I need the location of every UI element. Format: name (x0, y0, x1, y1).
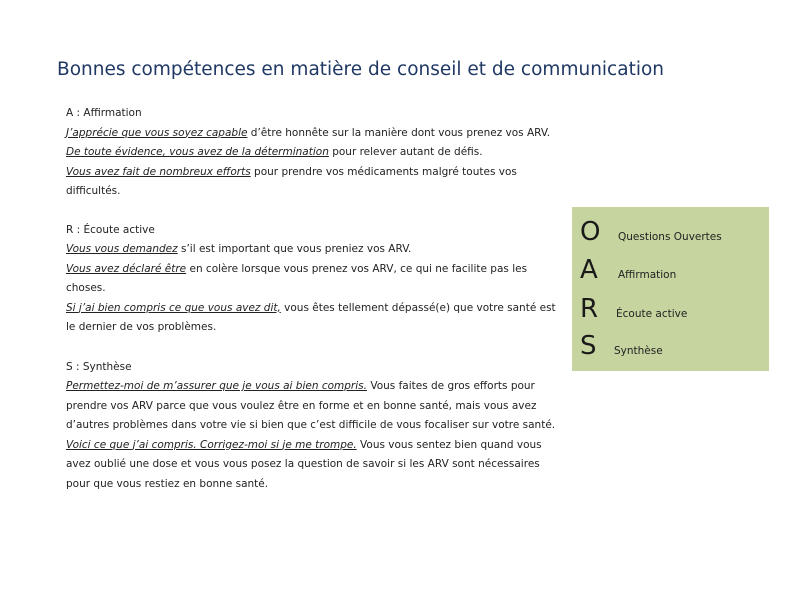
underlined-phrase: J’apprécie que vous soyez capable (66, 126, 248, 139)
underlined-phrase: Permettez-moi de m’assurer que je vous ai bien compris. (66, 380, 367, 392)
item-text: vous êtes tellement dépassé(e) que votre santé est le dernier de vos problèmes. (66, 301, 556, 333)
list-item (66, 299, 556, 338)
section-heading-affirmation: A : Affirmation (66, 107, 142, 119)
list-item (66, 377, 556, 436)
item-text: d’être honnête sur la manière dont vous prenez vos ARV. (247, 126, 551, 139)
oars-row-a (580, 257, 676, 283)
oars-row-r (580, 296, 687, 322)
oars-letter: A (580, 255, 598, 285)
oars-word: Questions Ouvertes (618, 231, 722, 243)
list-item (66, 124, 556, 144)
underlined-phrase: Vous avez fait de nombreux efforts (66, 165, 251, 178)
item-text: Vous faites de gros efforts pour prendre vos ARV parce que vous voulez être en forme et en bonne santé, mais vous avez d’autres problèmes dans votre vie si bien que c’est difficile de vous focaliser sur votre santé. (66, 380, 556, 431)
oars-row-o (580, 219, 722, 245)
list-item (66, 436, 556, 495)
item-text: pour relever autant de défis. (328, 146, 483, 158)
item-text: pour prendre vos médicaments malgré toutes vos difficultés. (66, 165, 517, 197)
oars-word: Écoute active (616, 308, 688, 320)
oars-word: Affirmation (618, 269, 677, 281)
underlined-phrase: Si j’ai bien compris ce que vous avez dit, (66, 301, 281, 314)
spacer (66, 338, 556, 358)
oars-row-s (580, 333, 663, 359)
underlined-phrase: Voici ce que j’ai compris. Corrigez-moi si je me trompe. (66, 438, 357, 451)
spacer (66, 202, 556, 221)
list-item (66, 163, 556, 202)
oars-letter: S (580, 331, 597, 361)
underlined-phrase: De toute évidence, vous avez de la détermination (66, 146, 329, 158)
oars-letter: O (580, 217, 601, 247)
section-heading-ecoute: R : Écoute active (66, 223, 155, 236)
content-body (66, 104, 556, 494)
page-title: Bonnes compétences en matière de conseil et de communication (57, 59, 665, 80)
item-text: en colère lorsque vous prenez vos ARV, ce qui ne facilite pas les choses. (66, 262, 528, 294)
item-text: s’il est important que vous preniez vos ARV. (177, 243, 412, 255)
oars-box (572, 207, 769, 371)
item-text: Vous vous sentez bien quand vous avez oublié une dose et vous vous posez la question de savoir si les ARV sont nécessaires pour que vous restiez en bonne santé. (66, 438, 542, 490)
underlined-phrase: Vous vous demandez (66, 243, 178, 255)
oars-word: Synthèse (614, 345, 663, 357)
section-heading-synthese: S : Synthèse (66, 360, 132, 373)
list-item (66, 260, 556, 299)
oars-letter: R (580, 294, 599, 324)
list-item (66, 240, 556, 260)
list-item (66, 143, 556, 163)
underlined-phrase: Vous avez déclaré être (66, 262, 187, 275)
